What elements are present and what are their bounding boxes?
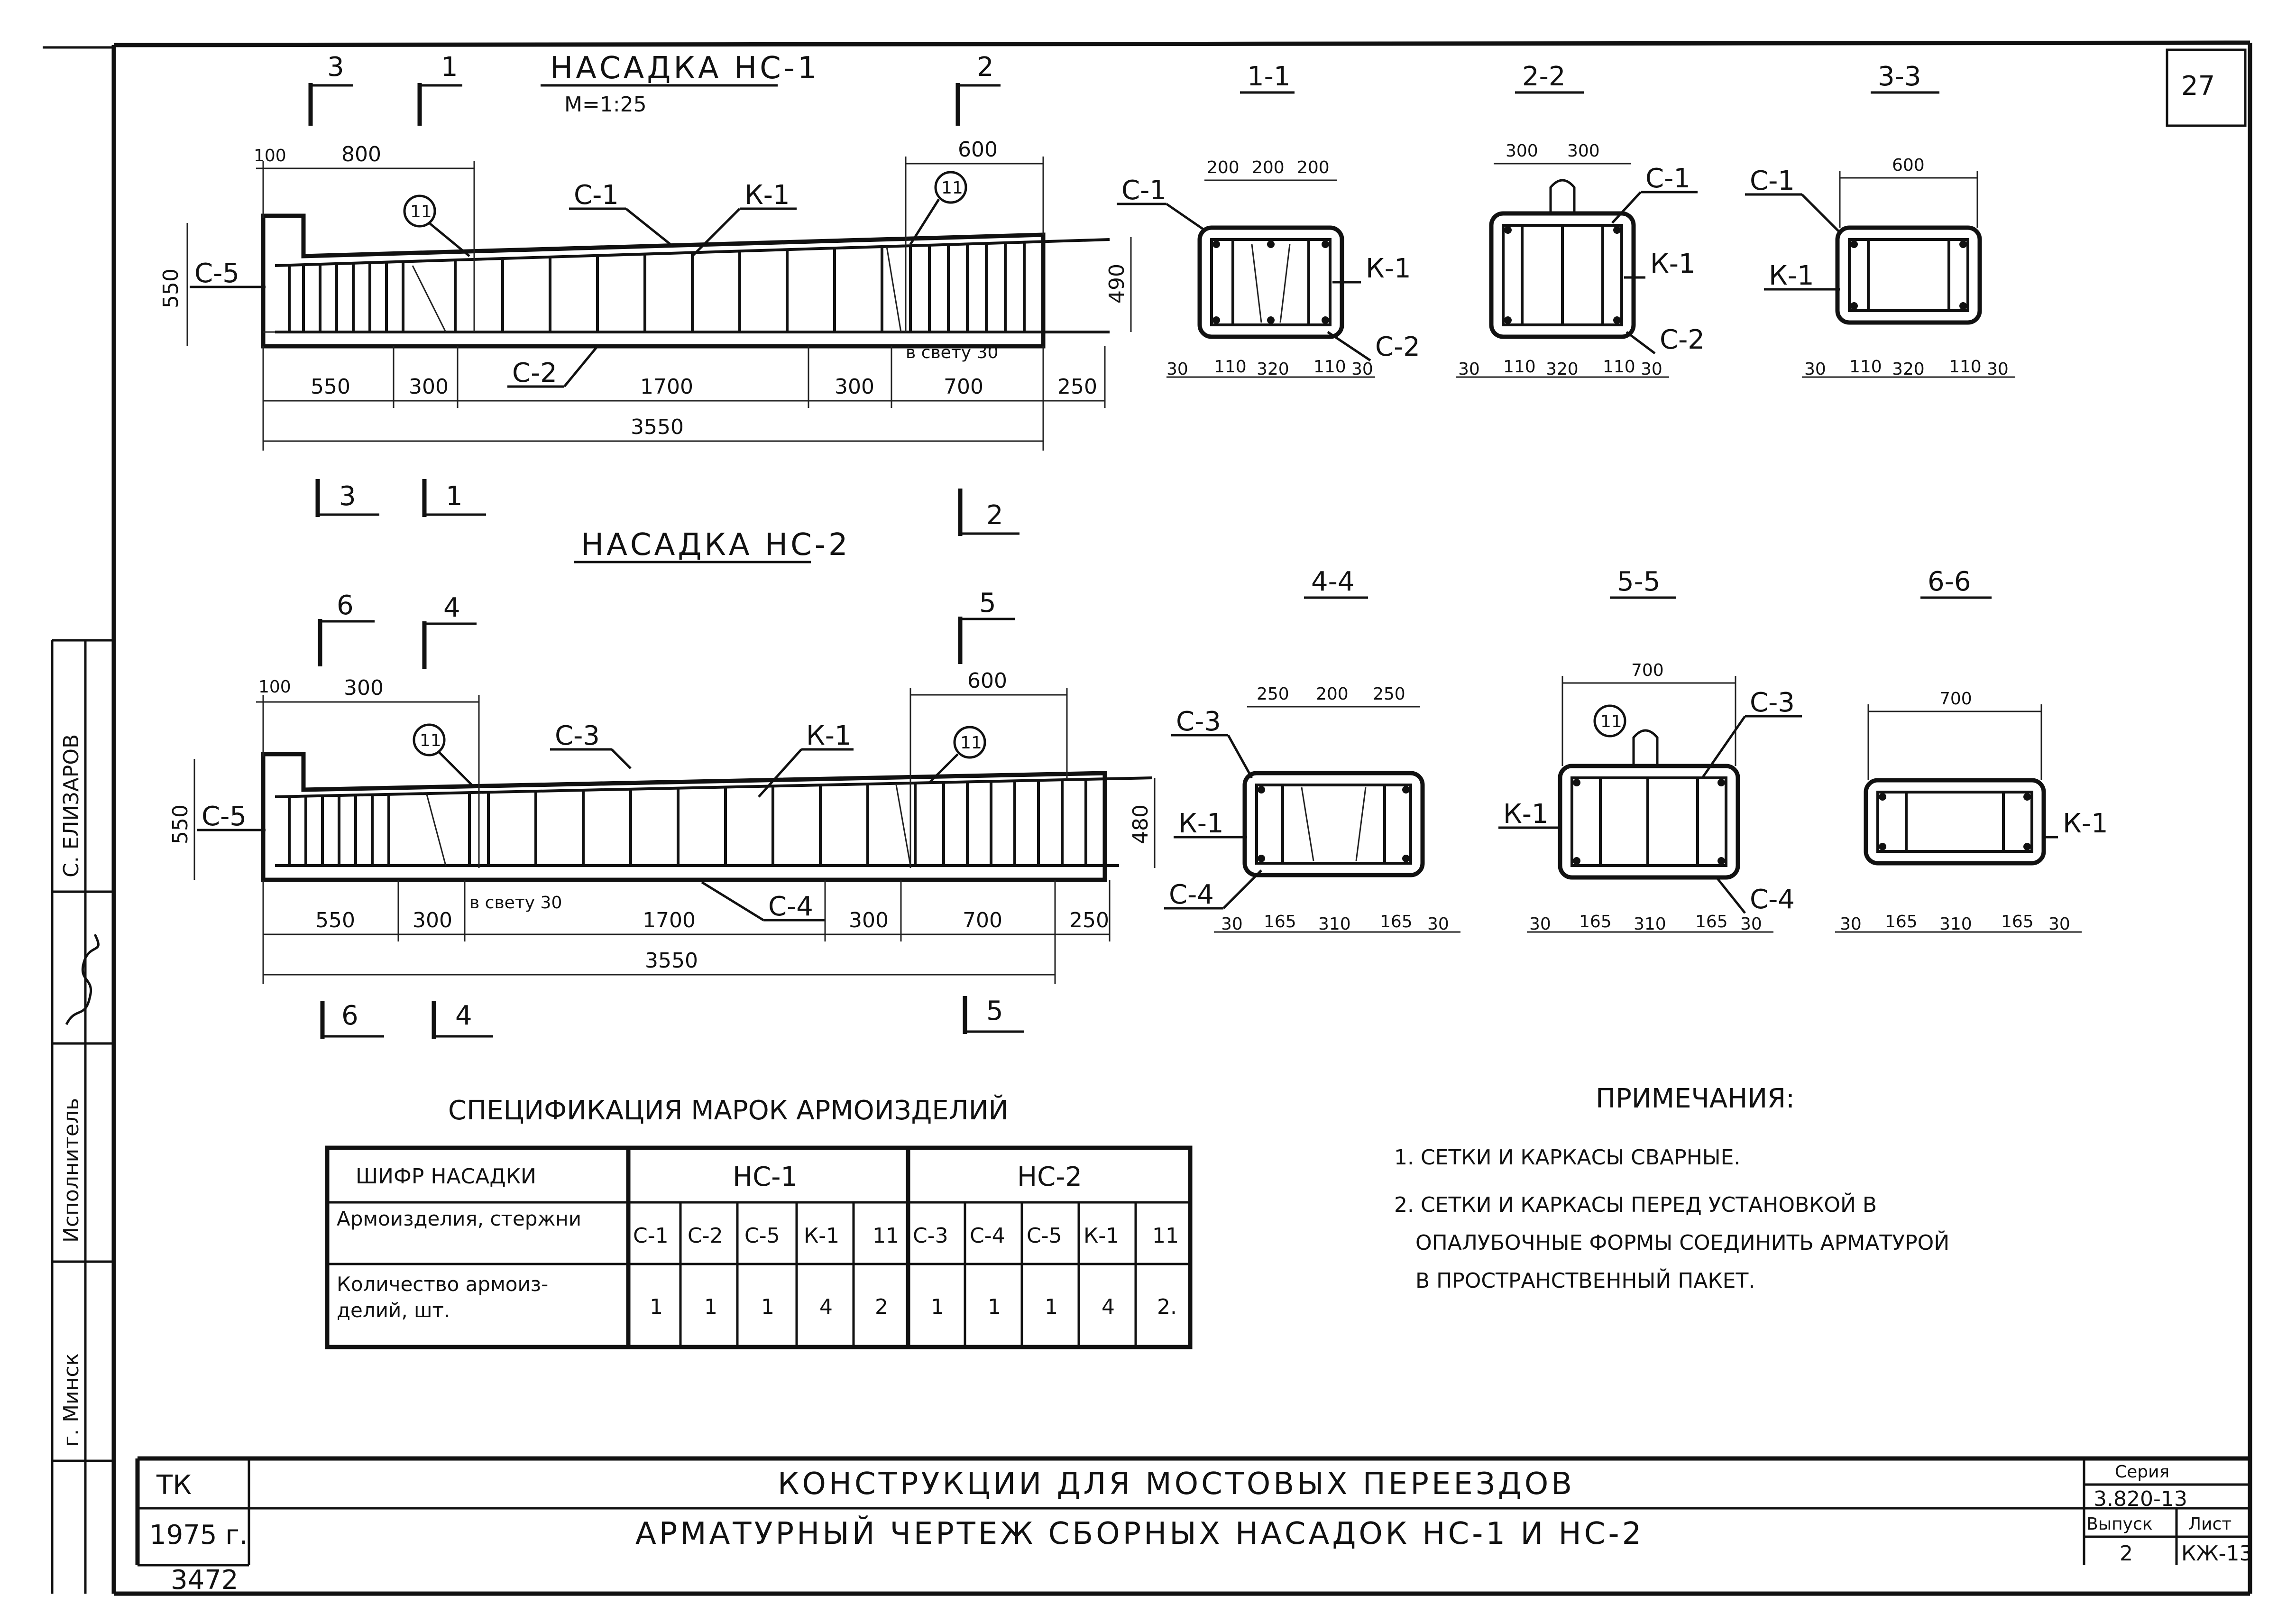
svg-text:С-1: С-1 bbox=[633, 1224, 669, 1248]
svg-text:1-1: 1-1 bbox=[1247, 61, 1291, 92]
title-line-2: АРМАТУРНЫЙ ЧЕРТЕЖ СБОРНЫХ НАСАДОК НС-1 И НС-2 bbox=[635, 1516, 1644, 1551]
svg-text:250: 250 bbox=[1257, 684, 1289, 704]
spec-row-header-1: ШИФР НАСАДКИ bbox=[356, 1164, 536, 1189]
svg-text:600: 600 bbox=[967, 669, 1007, 693]
svg-text:30: 30 bbox=[1427, 914, 1449, 934]
svg-text:30: 30 bbox=[1804, 360, 1826, 379]
nc1-label-c5: С-5 bbox=[194, 258, 239, 289]
svg-text:К-1: К-1 bbox=[2063, 808, 2108, 839]
svg-text:110: 110 bbox=[1313, 357, 1346, 377]
svg-text:С-3: С-3 bbox=[1750, 687, 1795, 718]
svg-text:800: 800 bbox=[341, 142, 381, 166]
svg-text:К-1: К-1 bbox=[1178, 808, 1224, 839]
sheet-number: 27 bbox=[2181, 71, 2215, 102]
svg-text:700: 700 bbox=[1631, 661, 1664, 680]
svg-text:300: 300 bbox=[409, 375, 449, 399]
svg-text:30: 30 bbox=[1529, 914, 1551, 934]
svg-text:1: 1 bbox=[931, 1295, 944, 1319]
svg-text:30: 30 bbox=[1641, 360, 1662, 379]
svg-text:К-1: К-1 bbox=[1084, 1224, 1120, 1248]
svg-text:4: 4 bbox=[443, 592, 460, 623]
nc2-label-c4: С-4 bbox=[768, 891, 813, 922]
svg-text:550: 550 bbox=[159, 268, 183, 308]
note-2-cont: ОПАЛУБОЧНЫЕ ФОРМЫ СОЕДИНИТЬ АРМАТУРОЙ bbox=[1415, 1231, 1950, 1255]
svg-text:700: 700 bbox=[963, 908, 1002, 932]
svg-text:250: 250 bbox=[1057, 375, 1097, 399]
svg-text:30: 30 bbox=[1221, 914, 1243, 934]
svg-text:1: 1 bbox=[988, 1295, 1001, 1319]
svg-text:320: 320 bbox=[1257, 360, 1289, 379]
series-value: 3.820-13 bbox=[2094, 1487, 2187, 1511]
svg-text:250: 250 bbox=[1069, 908, 1109, 932]
svg-text:11: 11 bbox=[941, 178, 963, 198]
svg-text:С-4: С-4 bbox=[970, 1224, 1005, 1248]
nc1-label-c1: С-1 bbox=[574, 180, 619, 211]
svg-text:С-2: С-2 bbox=[1660, 324, 1705, 355]
spec-row-header-2: Армоизделия, стержни bbox=[337, 1207, 582, 1230]
svg-text:30: 30 bbox=[1351, 360, 1373, 379]
nc1-title: НАСАДКА НС-1 bbox=[550, 51, 820, 86]
svg-text:К-1: К-1 bbox=[804, 1224, 840, 1248]
svg-text:200: 200 bbox=[1297, 158, 1330, 177]
svg-text:К-1: К-1 bbox=[1769, 260, 1814, 291]
sheet-label: Лист bbox=[2188, 1514, 2232, 1534]
svg-text:700: 700 bbox=[1939, 689, 1972, 709]
svg-text:550: 550 bbox=[311, 375, 350, 399]
nc1-scale: М=1:25 bbox=[564, 92, 647, 117]
svg-text:С-1: С-1 bbox=[1645, 163, 1690, 194]
svg-text:250: 250 bbox=[1373, 684, 1405, 704]
role-label: Исполнитель bbox=[59, 1098, 83, 1243]
notes-title: ПРИМЕЧАНИЯ: bbox=[1596, 1083, 1795, 1114]
svg-text:1: 1 bbox=[704, 1295, 717, 1319]
series-label: Серия bbox=[2115, 1462, 2170, 1482]
svg-text:6: 6 bbox=[337, 590, 354, 621]
issue-label: Выпуск bbox=[2086, 1514, 2153, 1534]
title-year: 1975 г. bbox=[149, 1520, 248, 1550]
svg-text:6: 6 bbox=[341, 1000, 358, 1031]
svg-text:30: 30 bbox=[1987, 360, 2009, 379]
svg-text:С-5: С-5 bbox=[744, 1224, 780, 1248]
svg-text:2-2: 2-2 bbox=[1522, 61, 1566, 92]
svg-text:300: 300 bbox=[835, 375, 874, 399]
svg-text:С-2: С-2 bbox=[1375, 332, 1420, 362]
svg-text:6-6: 6-6 bbox=[1928, 566, 1971, 597]
svg-text:165: 165 bbox=[1380, 912, 1413, 932]
svg-text:1700: 1700 bbox=[643, 908, 696, 932]
svg-text:С-5: С-5 bbox=[1027, 1224, 1062, 1248]
svg-text:165: 165 bbox=[2001, 912, 2034, 932]
svg-text:К-1: К-1 bbox=[1503, 799, 1549, 830]
nc1-note-clear: в свету 30 bbox=[906, 343, 999, 362]
svg-text:3550: 3550 bbox=[631, 415, 684, 439]
note-2-end: В ПРОСТРАНСТВЕННЫЙ ПАКЕТ. bbox=[1415, 1269, 1755, 1293]
note-1: 1. СЕТКИ И КАРКАСЫ СВАРНЫЕ. bbox=[1394, 1145, 1741, 1170]
svg-text:200: 200 bbox=[1207, 158, 1240, 177]
svg-text:С-1: С-1 bbox=[1750, 166, 1795, 196]
svg-text:1: 1 bbox=[446, 481, 463, 512]
svg-text:110: 110 bbox=[1949, 357, 1982, 377]
svg-text:165: 165 bbox=[1885, 912, 1918, 932]
svg-text:320: 320 bbox=[1892, 360, 1925, 379]
nc2-label-k1: К-1 bbox=[806, 720, 852, 751]
svg-text:700: 700 bbox=[944, 375, 983, 399]
svg-text:310: 310 bbox=[1634, 914, 1666, 934]
svg-text:310: 310 bbox=[1939, 914, 1972, 934]
svg-text:5-5: 5-5 bbox=[1617, 566, 1661, 597]
svg-text:3-3: 3-3 bbox=[1878, 61, 1921, 92]
svg-text:200: 200 bbox=[1316, 684, 1349, 704]
svg-text:300: 300 bbox=[1506, 141, 1538, 161]
svg-text:200: 200 bbox=[1252, 158, 1285, 177]
svg-text:165: 165 bbox=[1695, 912, 1728, 932]
svg-text:С-1: С-1 bbox=[1121, 175, 1166, 206]
svg-text:5: 5 bbox=[986, 996, 1003, 1026]
svg-text:К-1: К-1 bbox=[1650, 249, 1696, 279]
note-2: 2. СЕТКИ И КАРКАСЫ ПЕРЕД УСТАНОВКОЙ В bbox=[1394, 1193, 1877, 1217]
svg-text:165: 165 bbox=[1579, 912, 1612, 932]
svg-text:3: 3 bbox=[339, 481, 356, 512]
svg-text:11: 11 bbox=[872, 1224, 899, 1248]
svg-text:11: 11 bbox=[1600, 712, 1622, 731]
svg-text:110: 110 bbox=[1849, 357, 1882, 377]
svg-text:4: 4 bbox=[455, 1000, 472, 1031]
svg-text:11: 11 bbox=[410, 202, 432, 221]
nc2-label-c3: С-3 bbox=[555, 720, 600, 751]
svg-text:11: 11 bbox=[420, 731, 441, 750]
svg-text:4-4: 4-4 bbox=[1311, 566, 1355, 597]
nc2-note-clear: в свету 30 bbox=[469, 893, 562, 913]
svg-text:1: 1 bbox=[761, 1295, 774, 1319]
svg-text:2: 2 bbox=[977, 52, 994, 83]
svg-text:480: 480 bbox=[1129, 804, 1153, 844]
city-label: г. Минск bbox=[59, 1353, 83, 1447]
svg-text:4: 4 bbox=[819, 1295, 833, 1319]
svg-text:300: 300 bbox=[344, 676, 384, 700]
svg-text:310: 310 bbox=[1318, 914, 1351, 934]
svg-text:110: 110 bbox=[1214, 357, 1247, 377]
svg-text:110: 110 bbox=[1603, 357, 1635, 377]
svg-text:1700: 1700 bbox=[640, 375, 693, 399]
svg-text:2: 2 bbox=[986, 500, 1003, 531]
inventory-number: 3472 bbox=[171, 1565, 239, 1596]
nc2-title: НАСАДКА НС-2 bbox=[581, 527, 851, 563]
svg-text:30: 30 bbox=[1740, 914, 1762, 934]
svg-text:К-1: К-1 bbox=[1366, 253, 1411, 284]
spec-table-title: СПЕЦИФИКАЦИЯ МАРОК АРМОИЗДЕЛИЙ bbox=[448, 1095, 1009, 1126]
svg-text:5: 5 bbox=[979, 588, 996, 618]
spec-group-nc1: НС-1 bbox=[733, 1162, 798, 1192]
svg-text:С-2: С-2 bbox=[688, 1224, 723, 1248]
spec-row-header-3: Количество армоиз- делий, шт. bbox=[337, 1273, 549, 1322]
title-org: ТК bbox=[156, 1470, 192, 1501]
sheet-value: КЖ-13 bbox=[2181, 1541, 2253, 1566]
svg-text:600: 600 bbox=[958, 138, 998, 162]
svg-text:11: 11 bbox=[960, 733, 982, 753]
svg-text:110: 110 bbox=[1503, 357, 1536, 377]
nc1-label-k1: К-1 bbox=[744, 180, 790, 211]
svg-text:300: 300 bbox=[1567, 141, 1600, 161]
svg-text:550: 550 bbox=[315, 908, 355, 932]
svg-text:100: 100 bbox=[258, 677, 291, 697]
issue-value: 2 bbox=[2120, 1541, 2133, 1566]
svg-text:320: 320 bbox=[1546, 360, 1579, 379]
svg-text:11: 11 bbox=[1152, 1224, 1179, 1248]
spec-group-nc2: НС-2 bbox=[1017, 1162, 1083, 1192]
svg-text:С-4: С-4 bbox=[1750, 884, 1795, 915]
svg-text:30: 30 bbox=[2048, 914, 2070, 934]
svg-text:3: 3 bbox=[327, 52, 344, 83]
svg-text:2.: 2. bbox=[1157, 1295, 1177, 1319]
svg-text:С-4: С-4 bbox=[1169, 879, 1214, 910]
svg-text:4: 4 bbox=[1102, 1295, 1115, 1319]
svg-text:30: 30 bbox=[1840, 914, 1862, 934]
svg-text:30: 30 bbox=[1458, 360, 1480, 379]
svg-text:300: 300 bbox=[849, 908, 889, 932]
svg-text:490: 490 bbox=[1105, 264, 1129, 304]
svg-text:165: 165 bbox=[1264, 912, 1296, 932]
svg-text:600: 600 bbox=[1892, 156, 1925, 175]
designer-name: С. ЕЛИЗАРОВ bbox=[59, 734, 83, 877]
svg-text:550: 550 bbox=[168, 804, 193, 844]
svg-text:С-3: С-3 bbox=[1176, 706, 1221, 737]
svg-text:2: 2 bbox=[875, 1295, 888, 1319]
svg-text:1: 1 bbox=[650, 1295, 663, 1319]
svg-text:3550: 3550 bbox=[645, 949, 698, 973]
svg-text:1: 1 bbox=[1045, 1295, 1058, 1319]
svg-text:100: 100 bbox=[254, 146, 286, 166]
nc2-label-c5: С-5 bbox=[202, 801, 247, 832]
svg-text:30: 30 bbox=[1166, 360, 1188, 379]
title-line-1: КОНСТРУКЦИИ ДЛЯ МОСТОВЫХ ПЕРЕЕЗДОВ bbox=[778, 1467, 1575, 1502]
nc1-label-c2: С-2 bbox=[512, 358, 557, 388]
svg-text:С-3: С-3 bbox=[913, 1224, 948, 1248]
svg-text:1: 1 bbox=[441, 52, 458, 83]
svg-text:300: 300 bbox=[413, 908, 452, 932]
